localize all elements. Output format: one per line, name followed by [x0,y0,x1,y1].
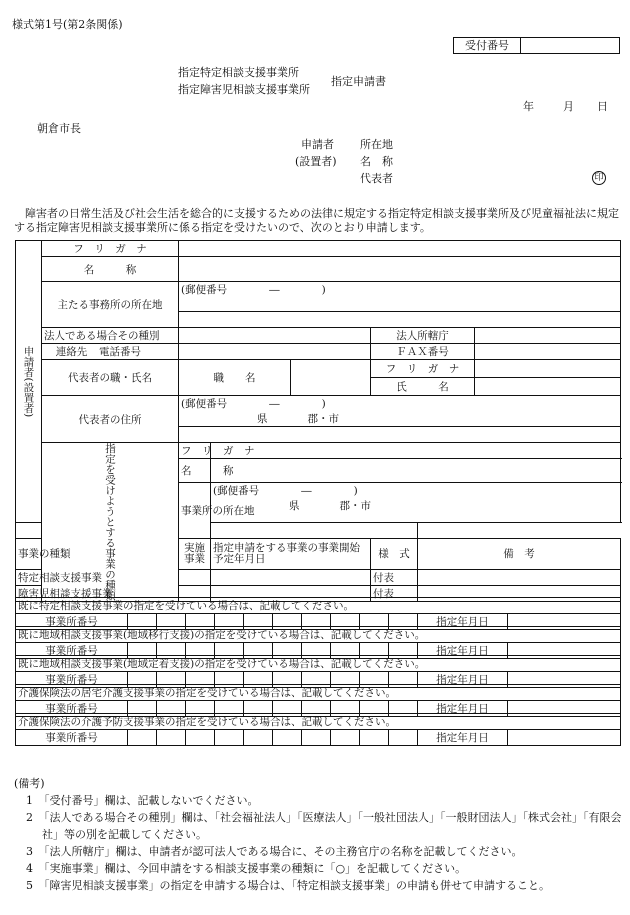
biz1-start-date[interactable] [211,569,371,585]
note-5: 5 「障害児相談支援事業」の指定を申請する場合は、「特定相談支援事業」の申請も併せて申請すること。 [26,879,550,892]
note-3: 3 「法人所轄庁」欄は、申請者が認可法人である場合に、その主務官庁の名称を記載してください。 [26,845,523,858]
biz1-format: 付表 [371,569,418,585]
rep-furigana-label: フ リ ガ ナ [371,360,475,378]
prior-designated-label-2: 指定年月日 [418,643,508,659]
rep-address-postal: (郵便番号 ― ) [181,398,326,410]
prior-office-no-label-4: 事業所番号 [16,701,128,717]
phone-label: 電話番号 [99,346,141,358]
corp-type-field[interactable] [179,328,371,344]
digit[interactable] [302,730,331,746]
prior-section-5 [15,713,621,746]
digit[interactable] [128,730,157,746]
main-office-label: 主たる事務所の所在地 [42,282,179,328]
prior-heading-3: 既に地域相談支援事業(地域定着支援)の指定を受けている場合は、記載してください。 [16,656,621,672]
format-label: 様 式 [371,538,418,569]
corp-office-label: 法人所轄庁 [371,328,475,344]
job-field[interactable] [291,360,371,396]
applicant-label-sub: (設置者) [295,155,337,168]
receipt-label: 受付番号 [454,38,521,53]
digit[interactable] [186,730,215,746]
office-city: 郡・市 [339,500,371,512]
note-4: 4 「実施事業」欄は、今回申請をする相談支援事業の種類に「○」を記載してください。 [26,862,467,875]
office-location-label: 事業所の所在地 [179,483,211,539]
biz2-label: 障害児相談支援事業 [16,585,42,601]
notes [14,775,624,894]
digit[interactable] [360,730,389,746]
office-location-extra[interactable] [16,522,418,538]
digit[interactable] [389,730,418,746]
applicant-location: 所在地 [360,138,393,151]
prior-office-no-label-2: 事業所番号 [16,643,128,659]
fax-label: ＦＡＸ番号 [371,344,475,360]
form-id: 様式第1号(第2条関係) [12,18,123,31]
rep-title-label: 代表者の職・氏名 [42,360,179,396]
contact-label: 連絡先 [55,346,88,358]
note-2: 2 「法人である場合その種別」欄は、「社会福祉法人」「医療法人」「一般社団法人」「一般財団法人」「株式会社」「有限会社」等の別を記載してください。 [26,811,622,841]
section-applicant-label: 申請者(設置者) [16,241,42,523]
office-name-label: 名 称 [179,459,211,483]
prior-designated-field-5[interactable] [508,730,621,746]
section-business-label: 指定を受けようとする事業の種類 [42,443,179,602]
rep-name-label: 氏 名 [371,378,475,396]
remarks-label: 備 考 [418,538,621,569]
main-office-postal[interactable]: (郵便番号 ― ) [179,282,621,312]
office-furigana-field[interactable] [211,443,621,459]
date-day: 日 [597,100,608,113]
biz-type-label: 事業の種類 [16,538,42,569]
prior-heading-1: 既に特定相談支援事業の指定を受けている場合は、記載してください。 [16,598,621,614]
intro-text: 障害者の日常生活及び社会生活を総合的に支援するための法律に規定する指定特定相談支援事業所及び児童福祉法に規定する指定障害児相談支援事業所に係る指定を受けたいので、次のとおり申請します。 [14,207,619,234]
notes-heading: (備考) [14,777,45,790]
title-suffix: 指定申請書 [331,75,386,88]
office-location-field[interactable] [211,483,621,523]
office-postal: (郵便番号 ― ) [213,485,358,497]
implemented-label: 実施事業 [179,538,211,569]
prior-heading-4: 介護保険法の居宅介護支援事業の指定を受けている場合は、記載してください。 [16,685,621,701]
office-name-field[interactable] [211,459,621,483]
applicant-name: 名 称 [360,155,393,168]
rep-address-city: 郡・市 [307,413,339,425]
applicant-rep: 代表者 [360,172,393,185]
name-label: 名 称 [42,257,179,282]
prior-office-no-label-1: 事業所番号 [16,614,128,630]
prior-heading-5: 介護保険法の介護予防支援事業の指定を受けている場合は、記載してください。 [16,714,621,730]
digit[interactable] [215,730,244,746]
furigana-field[interactable] [179,241,621,257]
corp-office-field[interactable] [475,328,621,344]
prior-designated-label-5: 指定年月日 [418,730,508,746]
rep-address-extra[interactable] [179,427,621,443]
seal-icon: 印 [592,171,606,185]
digit[interactable] [157,730,186,746]
date-month: 月 [563,100,574,113]
start-date-label: 指定申請をする事業の事業開始予定年月日 [211,538,371,569]
digit[interactable] [244,730,273,746]
prior-designated-label-4: 指定年月日 [418,701,508,717]
rep-address-label: 代表者の住所 [42,396,179,443]
receipt-field[interactable] [521,38,619,53]
note-1: 1 「受付番号」欄は、記載しないでください。 [26,794,259,807]
date-year: 年 [523,100,534,113]
title-line1: 指定特定相談支援事業所 [178,66,299,79]
applicant-label: 申請者 [301,138,334,151]
title-line2: 指定障害児相談支援事業所 [178,83,310,96]
office-pref: 県 [289,500,300,512]
addressee: 朝倉市長 [37,122,81,135]
biz1-implemented[interactable] [179,569,211,585]
prior-office-no-label-5: 事業所番号 [16,730,128,746]
rep-furigana-field[interactable] [475,360,621,378]
prior-heading-2: 既に地域相談支援事業(地域移行支援)の指定を受けている場合は、記載してください。 [16,627,621,643]
name-field[interactable] [179,257,621,282]
contact-cell [42,344,179,360]
office-furigana-label: フ リ ガ ナ [179,443,211,459]
phone-field[interactable] [179,344,371,360]
biz1-remarks[interactable] [418,569,621,585]
digit[interactable] [331,730,360,746]
prior-office-no-label-3: 事業所番号 [16,672,128,688]
job-label: 職 名 [179,360,291,396]
receipt-box [453,37,620,54]
biz2-format: 付表 [371,585,418,601]
corp-type-label: 法人である場合その種別 [42,328,179,344]
prior-designated-label-1: 指定年月日 [418,614,508,630]
rep-name-field[interactable] [475,378,621,396]
prior-designated-label-3: 指定年月日 [418,672,508,688]
digit[interactable] [273,730,302,746]
main-office-address-field[interactable] [179,312,621,328]
furigana-label: フ リ ガ ナ [42,241,179,257]
biz1-label: 特定相談支援事業 [16,569,42,585]
rep-address-pref: 県 [257,413,268,425]
fax-field[interactable] [475,344,621,360]
rep-address-field[interactable] [179,396,621,427]
